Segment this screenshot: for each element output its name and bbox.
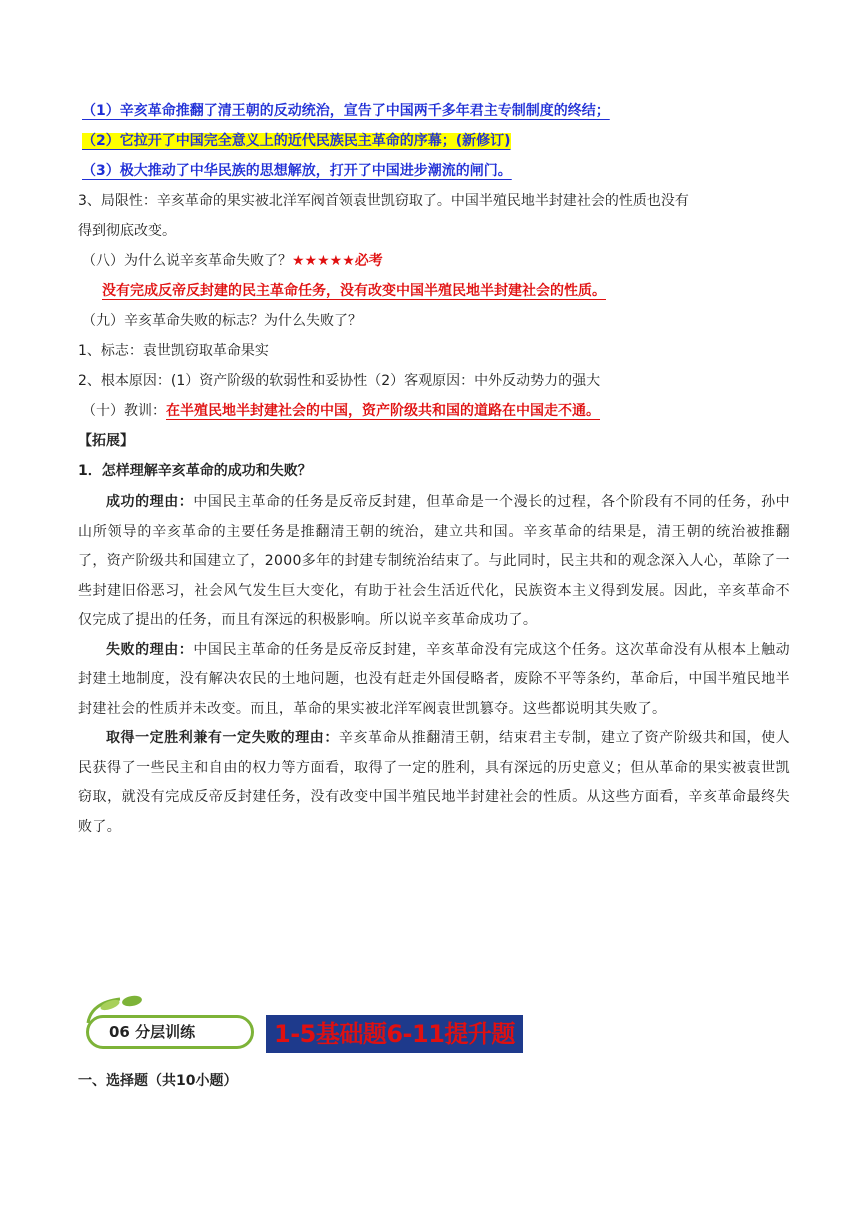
question-10-label: （十）教训： xyxy=(82,403,166,419)
section-banner: 1-5基础题6-11提升题 xyxy=(266,1015,523,1053)
section-header xyxy=(80,995,542,1065)
mixed-text: 辛亥革命从推翻清王朝，结束君主专制，建立了资产阶级共和国，使人民获得了一些民主和自由的权力等方面看，取得了一定的胜利，具有深远的历史意义；但从革命的果实被袁世凯窃取，就没有完成反帝反封建任务，没有改变中国半殖民地半封建社会的性质。从这些方面看，辛亥革命最终失败了。 xyxy=(78,730,790,835)
expand-question-1: 1．怎样理解辛亥革命的成功和失败？ xyxy=(78,463,312,479)
document-page xyxy=(78,96,790,842)
section-badge-pill xyxy=(86,1015,254,1049)
question-8 xyxy=(78,246,790,276)
question-10-answer: 在半殖民地半封建社会的中国，资产阶级共和国的道路在中国走不通。 xyxy=(166,403,600,419)
question-9-reason: 2、根本原因：(1）资产阶级的软弱性和妥协性（2）客观原因：中外反动势力的强大 xyxy=(78,373,601,389)
choice-heading: 一、选择题（共10小题） xyxy=(78,1073,238,1089)
success-text: 中国民主革命的任务是反帝反封建，但革命是一个漫长的过程，各个阶段有不同的任务，孙中山所领导的辛亥革命的主要任务是推翻清王朝的统治，建立共和国。辛亥革命的结果是，清王朝的统治被推翻了，资产阶级共和国建立了，2000多年的封建专制统治结束了。与此同时，民主共和的观念深入人心，革除了一些封建旧俗恶习，社会风气发生巨大变化，有助于社会生活近代化，民族资本主义得到发展。因此，辛亥革命不仅完成了提出的任务，而且有深远的积极影响。所以说辛亥革命成功了。 xyxy=(78,494,790,628)
question-8-label: （八）为什么说辛亥革命失败了？ xyxy=(82,253,292,269)
significance-1: （1）辛亥革命推翻了清王朝的反动统治，宣告了中国两千多年君主专制制度的终结； xyxy=(82,103,610,119)
failure-lead: 失败的理由： xyxy=(106,641,194,658)
question-8-answer: 没有完成反帝反封建的民主革命任务，没有改变中国半殖民地半封建社会的性质。 xyxy=(102,283,606,299)
question-9-sign: 1、标志：袁世凯窃取革命果实 xyxy=(78,343,269,359)
significance-2: （2）它拉开了中国完全意义上的近代民族民主革命的序幕；(新修订) xyxy=(82,133,511,149)
question-9: （九）辛亥革命失败的标志？为什么失败了？ xyxy=(82,313,362,329)
expand-heading: 【拓展】 xyxy=(78,433,134,449)
limitation-line-1: 3、局限性：辛亥革命的果实被北洋军阀首领袁世凯窃取了。中国半殖民地半封建社会的性质也没有 xyxy=(78,193,689,209)
success-paragraph xyxy=(78,488,790,636)
failure-text: 中国民主革命的任务是反帝反封建，辛亥革命没有完成这个任务。这次革命没有从根本上触动封建土地制度，没有解决农民的土地问题，也没有赶走外国侵略者，废除不平等条约，革命后，中国半殖民地半封建社会的性质并未改变。而且，革命的果实被北洋军阀袁世凯篡夺。这些都说明其失败了。 xyxy=(78,641,790,717)
mixed-paragraph xyxy=(78,724,790,842)
exam-stars: ★★★★★必考 xyxy=(292,253,383,269)
question-10 xyxy=(78,396,790,426)
success-lead: 成功的理由： xyxy=(106,494,194,510)
section-badge-text: 06 分层训练 xyxy=(109,1023,196,1041)
mixed-lead: 取得一定胜利兼有一定失败的理由： xyxy=(106,730,339,746)
limitation-line-2: 得到彻底改变。 xyxy=(78,223,176,239)
failure-paragraph xyxy=(78,636,790,725)
significance-3: （3）极大推动了中华民族的思想解放，打开了中国进步潮流的闸门。 xyxy=(82,163,512,179)
